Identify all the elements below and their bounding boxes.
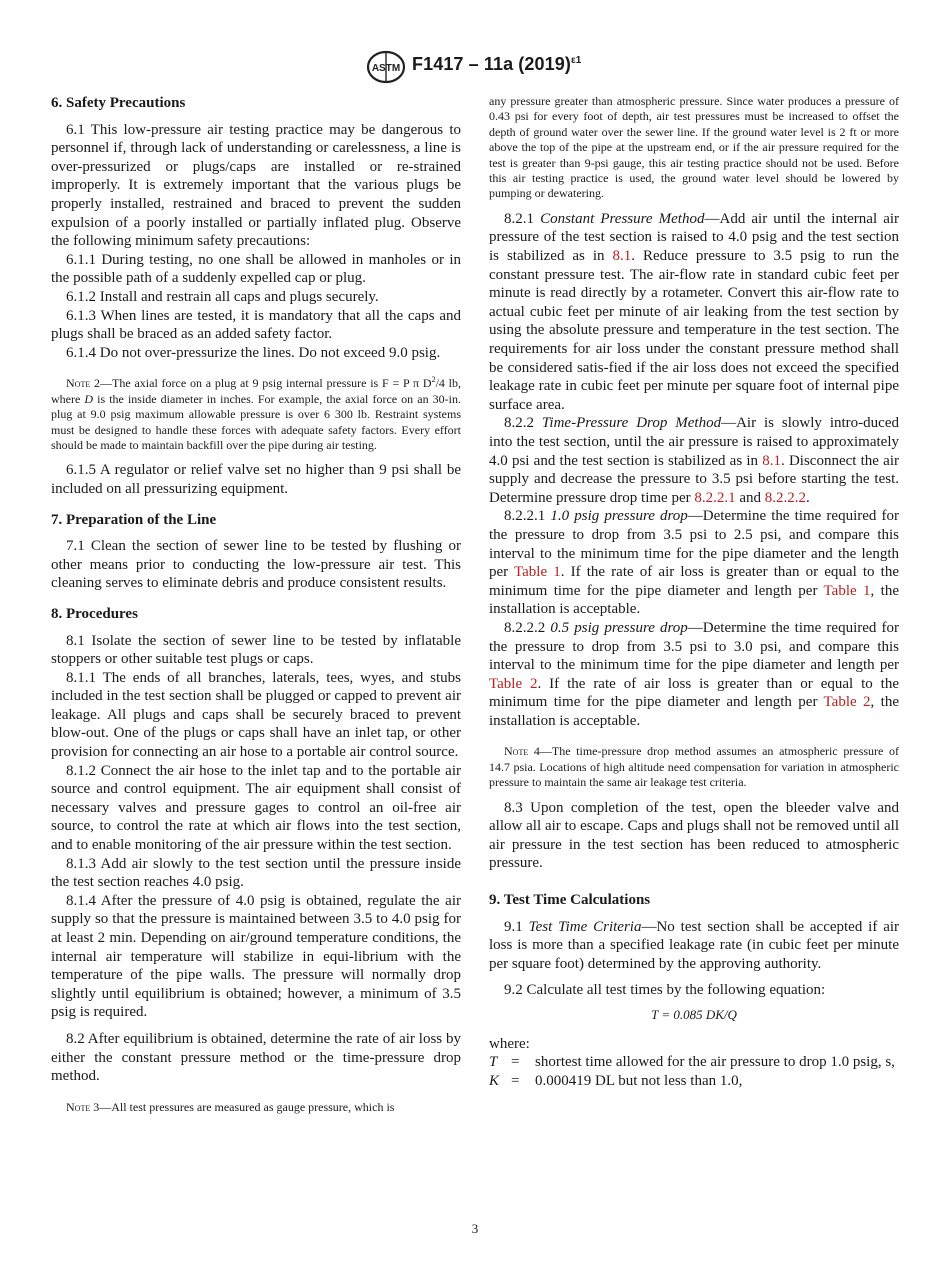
right-column [489, 94, 899, 1090]
definition-row: K = 0.000419 DL but not less than 1.0, [489, 1072, 899, 1091]
definition-list [489, 1053, 899, 1090]
section-7-heading: 7. Preparation of the Line [51, 511, 217, 528]
para-6-1-2: 6.1.2 Install and restrain all caps and plugs securely. [66, 288, 379, 305]
para-8-1-4: 8.1.4 After the pressure of 4.0 psig is obtained, regulate the air supply so that the pressure is maintained between 3.5 to 4.0 psig for at least 2 min. Depending on air/ground temperature conditions, the internal air temperature will stabilize in equi-librium with the temperature of the pipe walls. The pressure will normally drop slightly until equilibrium is obtained; however, a minimum of 3.5 psig is required. [51, 892, 461, 1021]
para-8-2-1: 8.2.1 Constant Pressure Method—Add air until the internal air pressure of the test section is raised to 4.0 psig and the test section is stabilized as in 8.1. Reduce pressure to 3.5 psig to run the constant pressure test. The air-flow rate in standard cubic feet per minute is read directly by a rotameter. Convert this air-flow rate to actual cubic feet per minute of air leaking from the test section by using the absolute pressure and temperature in the test section. The requirements for air loss under the constant pressure method shall be considered satis-fied if the air loss does not exceed the specified leakage rate in cubic feet per minute per square foot of internal pipe surface area. [489, 210, 900, 413]
ref-8-2-2-1-link[interactable]: 8.2.2.1 [694, 489, 736, 506]
ref-8-1-link[interactable]: 8.1 [762, 452, 781, 469]
para-8-1: 8.1 Isolate the section of sewer line to be tested by inflatable stoppers or other suitable test plugs or caps. [51, 632, 461, 668]
para-9-2: 9.2 Calculate all test times by the following equation: [504, 982, 826, 999]
note-2: Note 2—The axial force on a plug at 9 psig internal pressure is F = P π $D^2/4$ lb, where D is the inside diameter in inches. For example, the axial force on an 30-in. plug at 9.0 psig maximum allowable pressure is over 6 300 lb. Restraint systems must be designed to handle these forces with adequate safety factors. Every effort should be made to maintain backfill over the pipe during air testing. [51, 375, 462, 452]
para-8-1-1: 8.1.1 The ends of all branches, laterals, tees, wyes, and stubs included in the test section shall be plugged or capped to prevent air leakage. All plugs and caps shall be securely braced to prevent blow-out. One of the plugs or caps shall have an inlet tap, or other provision for connecting an air hose to a portable air control source. [51, 669, 461, 761]
para-8-1-2: 8.1.2 Connect the air hose to the inlet tap and to the portable air source and control equipment. The air equipment shall consist of necessary valves and pressure gages to control an oil-free air source, to control the rate at which air flows into the test section, and to enable monitoring of the air pressure within the test section. [51, 762, 461, 854]
definition-row: T = shortest time allowed for the air pressure to drop 1.0 psig, s, [489, 1053, 899, 1072]
epsilon-superscript: ε1 [570, 55, 582, 66]
note-4: Note 4—The time-pressure drop method assumes an atmospheric pressure of 14.7 psia. Locations of high altitude need compensation for variation in atmospheric pressure to maintain the same air leakage test criteria. [489, 744, 900, 790]
ref-table-1-link[interactable]: Table 1 [514, 564, 561, 581]
astm-logo-text: ASTM [371, 63, 401, 74]
para-6-1-5: 6.1.5 A regulator or relief valve set no higher than 9 psi shall be included on all pressurizing equipment. [51, 462, 461, 497]
page-header [0, 50, 950, 84]
para-9-1: 9.1 Test Time Criteria—No test section shall be accepted if air loss is more than a specified leakage rate (in cubic feet per minute per square foot) determined by the approving authority. [489, 918, 900, 972]
definition-text: shortest time allowed for the air pressure to drop 1.0 psig, s, [535, 1054, 895, 1071]
definition-text: 0.000419 DL but not less than 1.0, [535, 1072, 743, 1089]
note-3: Note 3—All test pressures are measured as gauge pressure, which is [66, 1099, 395, 1114]
para-8-2-2-1: 8.2.2.1 1.0 psig pressure drop—Determine the time required for the pressure to drop from 3.5 psi to 2.5 psi, and compare this interval to the minimum time for the pipe diameter and the length per Table 1. If the rate of air loss is greater than or equal to the minimum time for the pipe diameter and length per Table 1, the installation is acceptable. [489, 508, 899, 618]
section-8-heading: 8. Procedures [51, 605, 138, 622]
para-8-3: 8.3 Upon completion of the test, open the bleeder valve and allow all air to escape. Caps and plugs shall not be removed until all air pressure in the test section has been reduced to atmospheric pressure. [489, 799, 899, 872]
ref-table-2-link[interactable]: Table 2 [823, 694, 871, 711]
where-label: where: [489, 1035, 530, 1052]
para-6-1-3: 6.1.3 When lines are tested, it is mandatory that all the caps and plugs shall be braced as an added safety factor. [51, 307, 461, 343]
para-6-1-1: 6.1.1 During testing, no one shall be allowed in manholes or in the possible path of a suddenly expelled cap or plug. [51, 251, 461, 287]
para-7-1: 7.1 Clean the section of sewer line to be tested by flushing or other means prior to conducting the low-pressure air test. This cleaning serves to eliminate debris and produce consistent results. [51, 538, 461, 592]
astm-logo-icon [366, 50, 406, 84]
note-3-continued: any pressure greater than atmospheric pressure. Since water produces a pressure of 0.43 psi for every foot of depth, air test pressures must be increased to offset the depth of ground water over the sewer line. If the ground water level is 2 ft or more above the top of the pipe at the upstream end, or if the air pressure required for the test is greater than 9-psi gauge, this air testing practice should not be used. Before this air testing practice is used, the ground water level should be lowered by pumping or dewatering. [489, 94, 899, 201]
para-6-1: 6.1 This low-pressure air testing practice may be dangerous to personnel if, through lack of understanding or carelessness, a line is over-pressurized or plugs/caps are installed or re-strained improperly. It is extremely important that the various plugs be properly installed, restrained and braced to prevent the sudden expulsion of a poorly installed or partially inflated plug. Observe the following minimum safety precautions: [51, 121, 461, 250]
test-time-equation: T = 0.085 DK/Q [651, 1007, 737, 1023]
para-8-2-2-2: 8.2.2.2 0.5 psig pressure drop—Determine the time required for the pressure to drop from 3.5 psi to 3.0 psi, and compare this interval to the minimum time for the pipe diameter and length per Table 2. If the rate of air loss is greater than or equal to the minimum time for the pipe diameter and length per Table 2, the installation is acceptable. [489, 619, 899, 729]
standard-designation: F1417 – 11a $(2019)^{\varepsilon 1}$ [412, 54, 582, 74]
ref-8-2-2-2-link[interactable]: 8.2.2.2 [764, 489, 807, 506]
left-column [51, 94, 461, 1123]
para-8-2-2: 8.2.2 Time-Pressure Drop Method—Air is slowly intro-duced into the test section, until the air pressure is raised to approximately 4.0 psi and the test section is stabilized as in 8.1. Disconnect the air supply and decrease the pressure to 3.5 psi before starting the test. Determine pressure drop time per 8.2.2.1 and 8.2.2.2. [489, 415, 899, 506]
para-8-1-3: 8.1.3 Add air slowly to the test section until the pressure inside the test section reaches 4.0 psig. [51, 855, 461, 891]
para-6-1-4: 6.1.4 Do not over-pressurize the lines. Do not exceed 9.0 psig. [66, 344, 441, 361]
ref-8-1-link[interactable]: 8.1 [612, 248, 632, 265]
definition-symbol: K [489, 1072, 500, 1089]
ref-table-1-link[interactable]: Table 1 [823, 582, 871, 599]
definition-symbol: T [489, 1054, 498, 1071]
section-6-heading: 6. Safety Precautions [51, 95, 186, 111]
note-2-label: Note 2 [66, 376, 101, 391]
ref-table-2-link[interactable]: Table 2 [489, 675, 538, 692]
page-number: 3 [471, 1221, 479, 1236]
para-8-2: 8.2 After equilibrium is obtained, determine the rate of air loss by either the constant pressure method or the time-pressure drop method. [51, 1030, 461, 1085]
section-9-heading: 9. Test Time Calculations [489, 892, 651, 909]
